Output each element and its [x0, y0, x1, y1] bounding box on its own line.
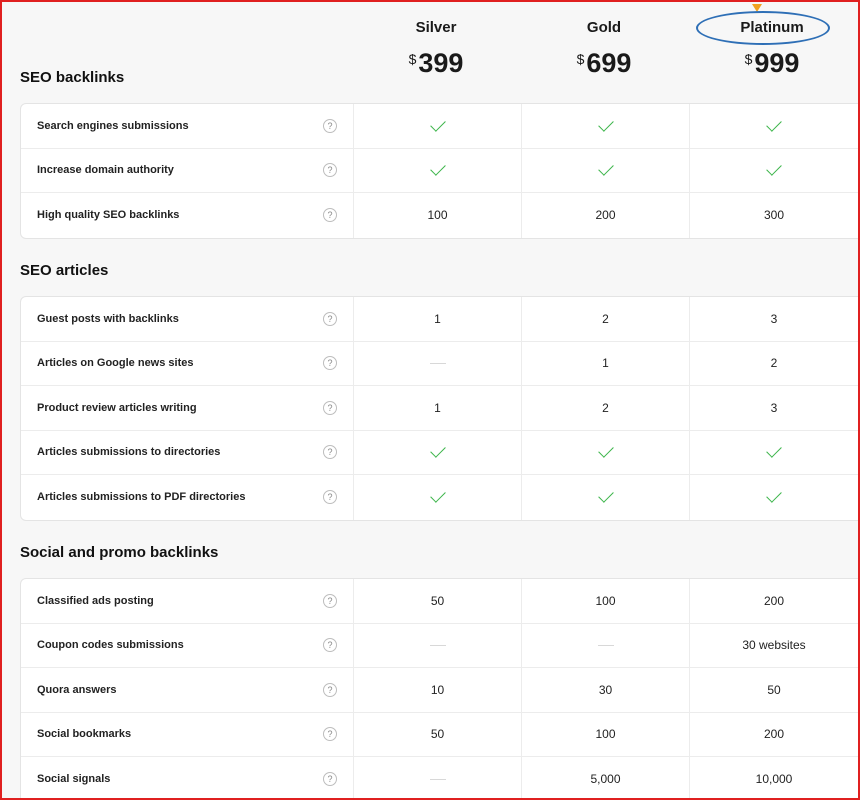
table-row [21, 297, 860, 342]
table-row [21, 579, 860, 624]
cell-value: 1 [434, 311, 441, 326]
section-title: Social and promo backlinks [20, 544, 219, 561]
help-icon[interactable]: ? [323, 594, 337, 608]
cell-value: 200 [595, 208, 616, 223]
cell-value: 3 [770, 400, 778, 415]
price-amount: 399 [418, 48, 464, 78]
feature-label [21, 713, 354, 757]
plan-header-platinum [688, 16, 856, 79]
cell-value: 2 [602, 311, 609, 326]
currency-symbol: $ [408, 51, 417, 67]
check-icon [598, 442, 614, 458]
dash-icon [598, 645, 614, 646]
cell-platinum [690, 475, 858, 520]
cell-platinum [690, 149, 858, 193]
table-row [21, 193, 860, 238]
section-title: SEO articles [20, 262, 109, 279]
cell-silver [354, 104, 522, 148]
price-amount: 699 [586, 48, 632, 78]
table-row [21, 104, 860, 149]
feature-name: Articles submissions to directories [37, 446, 221, 459]
plan-name: Platinum [740, 19, 804, 36]
feature-name: Social bookmarks [37, 728, 132, 741]
feature-name: Social signals [37, 773, 111, 786]
cell-platinum [690, 342, 858, 386]
help-icon[interactable]: ? [323, 490, 337, 504]
cell-value: 30 [598, 682, 613, 697]
table-row [21, 713, 860, 758]
cell-gold [522, 342, 690, 386]
cell-gold [522, 668, 690, 712]
table-row [21, 149, 860, 194]
cell-value: 200 [763, 727, 785, 742]
check-icon [598, 160, 614, 176]
cell-platinum [690, 668, 858, 712]
feature-name: Guest posts with backlinks [37, 312, 179, 325]
plan-header-silver [352, 16, 520, 79]
cell-platinum [690, 579, 858, 623]
cell-value: 300 [763, 208, 785, 223]
section-title: SEO backlinks [20, 69, 125, 86]
cell-silver [354, 193, 522, 238]
cell-value: 2 [602, 400, 609, 415]
help-icon[interactable]: ? [323, 208, 337, 222]
feature-name: Quora answers [37, 683, 117, 696]
cell-silver [354, 431, 522, 475]
cell-silver [354, 475, 522, 520]
feature-label [21, 579, 354, 623]
plan-header-gold [520, 16, 688, 79]
cell-platinum [690, 297, 858, 341]
check-icon [766, 160, 782, 176]
check-icon [430, 116, 446, 132]
cell-gold [522, 297, 690, 341]
cell-value: 100 [427, 208, 448, 223]
cell-gold [522, 193, 690, 238]
cell-platinum [690, 757, 858, 800]
cell-silver [354, 757, 522, 800]
table-row [21, 475, 860, 520]
table-row [21, 624, 860, 669]
help-icon[interactable]: ? [323, 356, 337, 370]
plan-price [520, 48, 688, 79]
cell-gold [522, 104, 690, 148]
table-row [21, 668, 860, 713]
cell-gold [522, 713, 690, 757]
help-icon[interactable]: ? [323, 401, 337, 415]
cell-value: 1 [602, 356, 609, 371]
cell-gold [522, 149, 690, 193]
cell-value: 50 [430, 727, 445, 742]
section-table [20, 578, 860, 800]
help-icon[interactable]: ? [323, 727, 337, 741]
cell-value: 2 [770, 356, 778, 371]
dash-icon [430, 645, 446, 646]
dash-icon [430, 779, 446, 780]
feature-name: Search engines submissions [37, 119, 189, 132]
highlight-circle [696, 11, 830, 45]
feature-label [21, 431, 354, 475]
section-table [20, 296, 860, 521]
feature-label [21, 149, 354, 193]
price-amount: 999 [754, 48, 800, 78]
check-icon [598, 487, 614, 503]
cell-platinum [690, 104, 858, 148]
cell-value: 200 [763, 593, 785, 608]
feature-label [21, 386, 354, 430]
table-row [21, 431, 860, 476]
help-icon[interactable]: ? [323, 445, 337, 459]
feature-name: Classified ads posting [37, 594, 154, 607]
cell-gold [522, 475, 690, 520]
check-icon [430, 442, 446, 458]
feature-label [21, 668, 354, 712]
feature-label [21, 757, 354, 800]
check-icon [766, 116, 782, 132]
feature-label [21, 297, 354, 341]
table-row [21, 342, 860, 387]
help-icon[interactable]: ? [323, 312, 337, 326]
feature-name: Product review articles writing [37, 401, 197, 414]
cell-silver [354, 713, 522, 757]
help-icon[interactable]: ? [323, 119, 337, 133]
cell-gold [522, 624, 690, 668]
cell-silver [354, 668, 522, 712]
feature-label [21, 624, 354, 668]
plan-price [352, 48, 520, 79]
currency-symbol: $ [576, 51, 585, 67]
plan-price [688, 48, 856, 79]
cell-value: 10,000 [755, 772, 793, 787]
cell-silver [354, 579, 522, 623]
check-icon [766, 442, 782, 458]
cell-gold [522, 579, 690, 623]
cell-value: 1 [434, 400, 441, 415]
feature-label [21, 342, 354, 386]
help-icon[interactable]: ? [323, 638, 337, 652]
cell-value: 30 websites [742, 638, 806, 653]
dash-icon [430, 363, 446, 364]
plan-name: Silver [415, 19, 457, 36]
check-icon [766, 487, 782, 503]
cell-value: 50 [430, 593, 445, 608]
cell-silver [354, 624, 522, 668]
cell-platinum [690, 193, 858, 238]
section-table [20, 103, 860, 239]
table-row [21, 386, 860, 431]
cell-value: 50 [767, 682, 781, 697]
cell-value: 5,000 [590, 772, 621, 787]
help-icon[interactable]: ? [323, 163, 337, 177]
cell-silver [354, 386, 522, 430]
cell-value: 100 [595, 593, 616, 608]
cell-value: 3 [770, 311, 778, 326]
cell-platinum [690, 624, 858, 668]
feature-label [21, 104, 354, 148]
currency-symbol: $ [744, 51, 753, 67]
plan-name: Gold [586, 19, 622, 36]
feature-name: Increase domain authority [37, 164, 174, 177]
cell-value: 100 [595, 727, 616, 742]
cell-gold [522, 431, 690, 475]
cell-silver [354, 149, 522, 193]
cell-platinum [690, 431, 858, 475]
help-icon[interactable]: ? [323, 683, 337, 697]
cell-gold [522, 757, 690, 800]
cell-gold [522, 386, 690, 430]
cell-platinum [690, 386, 858, 430]
feature-name: Articles on Google news sites [37, 357, 194, 370]
feature-name: Articles submissions to PDF directories [37, 491, 246, 504]
feature-label [21, 475, 354, 520]
feature-label [21, 193, 354, 238]
feature-name: Coupon codes submissions [37, 639, 184, 652]
check-icon [430, 160, 446, 176]
cell-silver [354, 297, 522, 341]
cell-silver [354, 342, 522, 386]
cell-platinum [690, 713, 858, 757]
plan-name-wrap [688, 16, 856, 40]
help-icon[interactable]: ? [323, 772, 337, 786]
check-icon [430, 487, 446, 503]
check-icon [598, 116, 614, 132]
table-row [21, 757, 860, 800]
feature-name: High quality SEO backlinks [37, 209, 180, 222]
cell-value: 10 [430, 682, 445, 697]
